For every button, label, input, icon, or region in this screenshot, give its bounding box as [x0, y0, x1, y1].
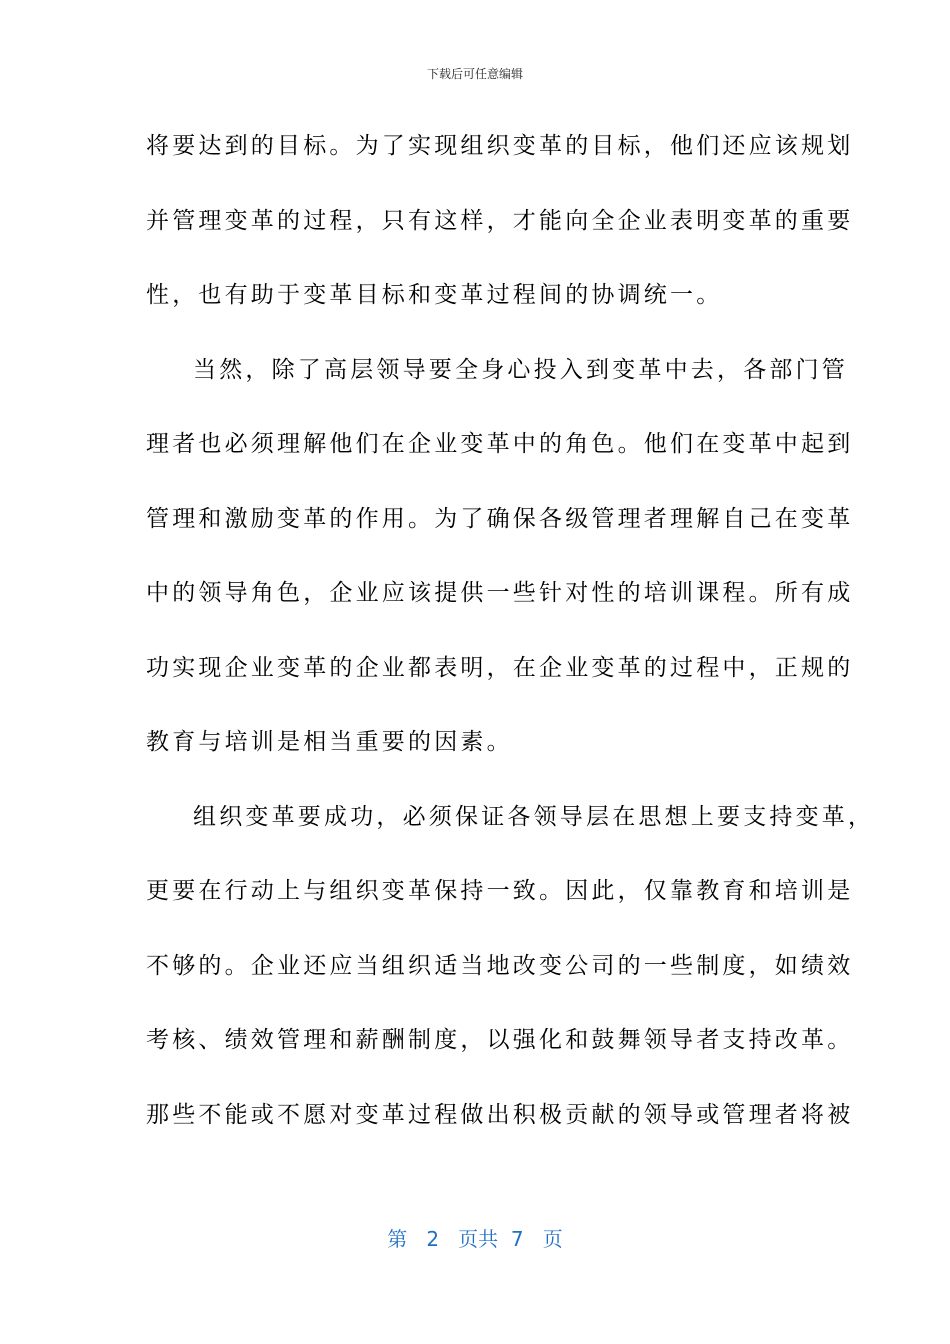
text-line: 性，也有助于变革目标和变革过程间的协调统一。 [146, 282, 723, 308]
paragraph-start-line: 组织变革要成功，必须保证各领导层在思想上要支持变革， [193, 803, 875, 830]
text-line: 理者也必须理解他们在企业变革中的角色。他们在变革中起到 [146, 431, 854, 457]
footer-suffix: 页 [542, 1227, 563, 1251]
text-line: 中的领导角色，企业应该提供一些针对性的培训课程。所有成 [146, 580, 854, 606]
page-header: 下载后可任意编辑 [426, 67, 523, 81]
footer-middle: 页共 [458, 1227, 499, 1251]
text-line: 管理和激励变革的作用。为了确保各级管理者理解自己在变革 [146, 505, 854, 532]
text-line: 那些不能或不愿对变革过程做出积极贡献的领导或管理者将被 [146, 1101, 854, 1128]
page-footer [0, 1226, 950, 1252]
paragraph-start-line: 当然，除了高层领导要全身心投入到变革中去，各部门管 [193, 356, 848, 383]
document-body [146, 126, 875, 1169]
text-line: 功实现企业变革的企业都表明，在企业变革的过程中，正规的 [146, 654, 854, 681]
text-line: 并管理变革的过程，只有这样，才能向全企业表明变革的重要 [146, 207, 854, 234]
text-line: 不够的。企业还应当组织适当地改变公司的一些制度，如绩效 [146, 952, 854, 979]
text-line: 更要在行动上与组织变革保持一致。因此，仅靠教育和培训是 [146, 878, 854, 904]
current-page-number: 2 [426, 1227, 440, 1251]
footer-prefix: 第 [387, 1227, 408, 1251]
text-line: 考核、绩效管理和薪酬制度，以强化和鼓舞领导者支持改革。 [146, 1027, 854, 1053]
total-pages-number: 7 [510, 1227, 524, 1251]
text-line: 教育与培训是相当重要的因素。 [146, 729, 513, 755]
text-line: 将要达到的目标。为了实现组织变革的目标，他们还应该规划 [146, 133, 854, 159]
